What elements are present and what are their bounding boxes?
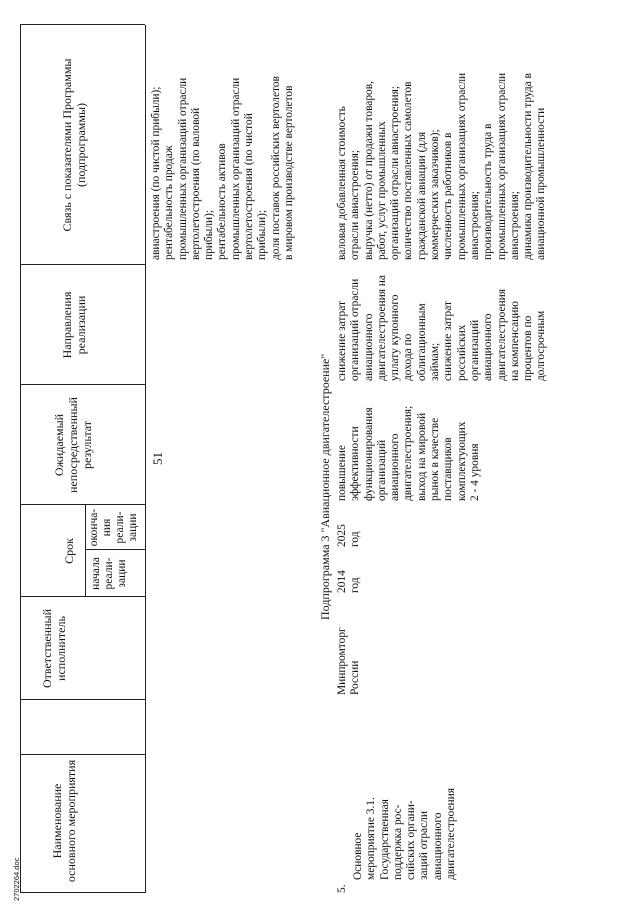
header-top-line (20, 25, 21, 755)
row-directions: снижение затрат организаций отрасли авиационного двигателестроения на уплату купонного дохода по облигационным займам; снижение затрат российских организаций авиационного двигателестроения на компенсацию процентов по долгосрочным (336, 275, 548, 381)
page-number: 51 (150, 452, 165, 465)
header-executor: Ответственный исполнитель (40, 608, 68, 689)
col-sep-0 (20, 754, 145, 755)
header-bottom-line (145, 25, 146, 755)
row-result: повышение эффективности функционирования организаций авиационного двигателестроения; выход на мировой рынок в качестве поставщиков комплектующих 2 - 4 уровня (336, 405, 481, 501)
row-executor: Минпромторг России (336, 627, 362, 695)
document-id: 2702264.doc (12, 857, 21, 901)
row-number: 5. (336, 884, 348, 893)
row-name-cell: Основное мероприятие 3.1. Государственная поддержка рос- сийских органи- заций отрасли авиационного двигателестроения (352, 788, 458, 880)
row-link: валовая добавленная стоимость отрасли авиастроения; выручка (нетто) от продажи товаров, работ, услуг промышленных организаций отрасли авиастроения; количество поставленных самолетов гражданской авиации (для коммерческих заказчиков); численность работников в промышленных организациях отрасли авиастроения; производительность труда в промышленных организациях отрасли авиастроения; динамика производительности труда в авиационной промышленности (336, 72, 548, 260)
row-end: 2025 год (336, 524, 362, 547)
col-sep-1 (20, 699, 145, 700)
header-name-cell: Наименование основного мероприятия (50, 759, 78, 883)
header-bottom-line-left (145, 755, 146, 893)
header-term-end: оконча- ния реали- зации (88, 508, 139, 547)
header-link: Связь с показателями Программы (подпрограммы) (60, 58, 88, 232)
row-start: 2014 год (336, 570, 362, 593)
header-term: Срок (62, 538, 76, 564)
header-directions: Направления реализации (60, 291, 88, 359)
term-divider-line (85, 505, 86, 597)
header-term-start: начала реали- зации (90, 557, 128, 590)
top-link-text: авиастроения (по чистой прибыли); рентабельность продаж промышленных организаций отрасли вертолетостроения (по валовой прибыли); рентабельность активов промышленных организаций отрасли вертолетостроения (по чистой прибыли); доля поставок российских вертолетов в мировом производстве вертолетов (150, 76, 295, 260)
header-result: Ожидаемый непосредственный результат (52, 397, 94, 493)
col-sep-left (20, 892, 145, 893)
subprogram-title: Подпрограмма 3 "Авиационное двигателестроение" (318, 353, 332, 620)
